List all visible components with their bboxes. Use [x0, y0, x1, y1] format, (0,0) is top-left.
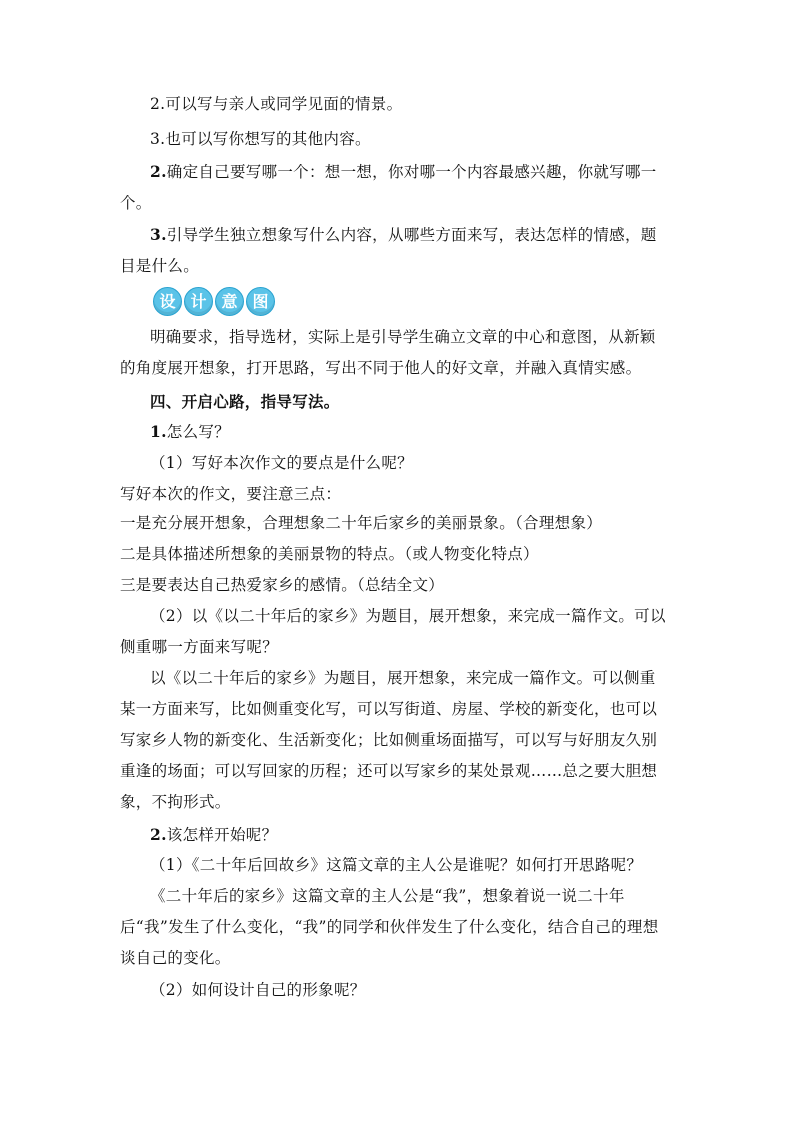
paragraph: （2）以《以二十年后的家乡》为题目，展开想象，来完成一篇作文。可以侧重哪一方面来写呢？: [120, 607, 666, 656]
design-intent-badge: [153, 287, 275, 316]
paragraph: [120, 819, 668, 851]
paragraph: （1）《二十年后回故乡》这篇文章的主人公是谁呢？如何打开思路呢？: [150, 856, 643, 874]
badge-char: 设: [153, 287, 182, 316]
item-number: 1.: [150, 422, 167, 441]
paragraph: [120, 219, 668, 282]
item-text: 怎么写？: [166, 423, 230, 441]
section-heading: 四、开启心路，指导写法。: [150, 392, 340, 411]
paragraph: 2.可以写与亲人或同学见面的情景。: [150, 95, 403, 113]
item-number: 2.: [150, 162, 167, 181]
paragraph: 三是要表达自己热爱家乡的感情。（总结全文）: [120, 576, 445, 594]
paragraph: （2）如何设计自己的形象呢？: [150, 981, 366, 999]
paragraph: 二是具体描述所想象的美丽景物的特点。（或人物变化特点）: [120, 545, 539, 563]
item-text: 引导学生独立想象写什么内容，从哪些方面来写，表达怎样的情感，题目是什么。: [120, 226, 657, 275]
paragraph: [120, 156, 668, 219]
paragraph: 明确要求，指导选材，实际上是引导学生确立文章的中心和意图，从新颖的角度展开想象，打开思路，写出不同于他人的好文章，并融入真情实感。: [120, 328, 656, 377]
paragraph: 3.也可以写你想写的其他内容。: [150, 130, 371, 148]
paragraph: 以《以二十年后的家乡》为题目，展开想象，来完成一篇作文。可以侧重某一方面来写，比如侧重变化写，可以写街道、房屋、学校的新变化，也可以写家乡人物的新变化、生活新变化；比如侧重场面描写，可以写与好朋友久别重逢的场面；可以写回家的历程；还可以写家乡的某处景观……总之要大胆想象，不拘形式。: [120, 669, 658, 811]
badge-char: 意: [215, 287, 244, 316]
badge-char: 计: [184, 287, 213, 316]
item-number: 2.: [150, 825, 167, 844]
paragraph: 一是充分展开想象，合理想象二十年后家乡的美丽景象。（合理想象）: [120, 514, 603, 532]
badge-char: 图: [246, 287, 275, 316]
item-number: 3.: [150, 225, 167, 244]
item-text: 该怎样开始呢？: [166, 826, 278, 844]
paragraph: [120, 416, 668, 448]
paragraph: 《二十年后的家乡》这篇文章的主人公是“我”，想象着说一说二十年后“我”发生了什么变化，“我”的同学和伙伴发生了什么变化，结合自己的理想谈自己的变化。: [120, 887, 659, 967]
paragraph: （1）写好本次作文的要点是什么呢？: [150, 454, 413, 472]
paragraph: 写好本次的作文，要注意三点：: [120, 485, 342, 503]
item-text: 确定自己要写哪一个：想一想，你对哪一个内容最感兴趣，你就写哪一个。: [120, 163, 657, 212]
